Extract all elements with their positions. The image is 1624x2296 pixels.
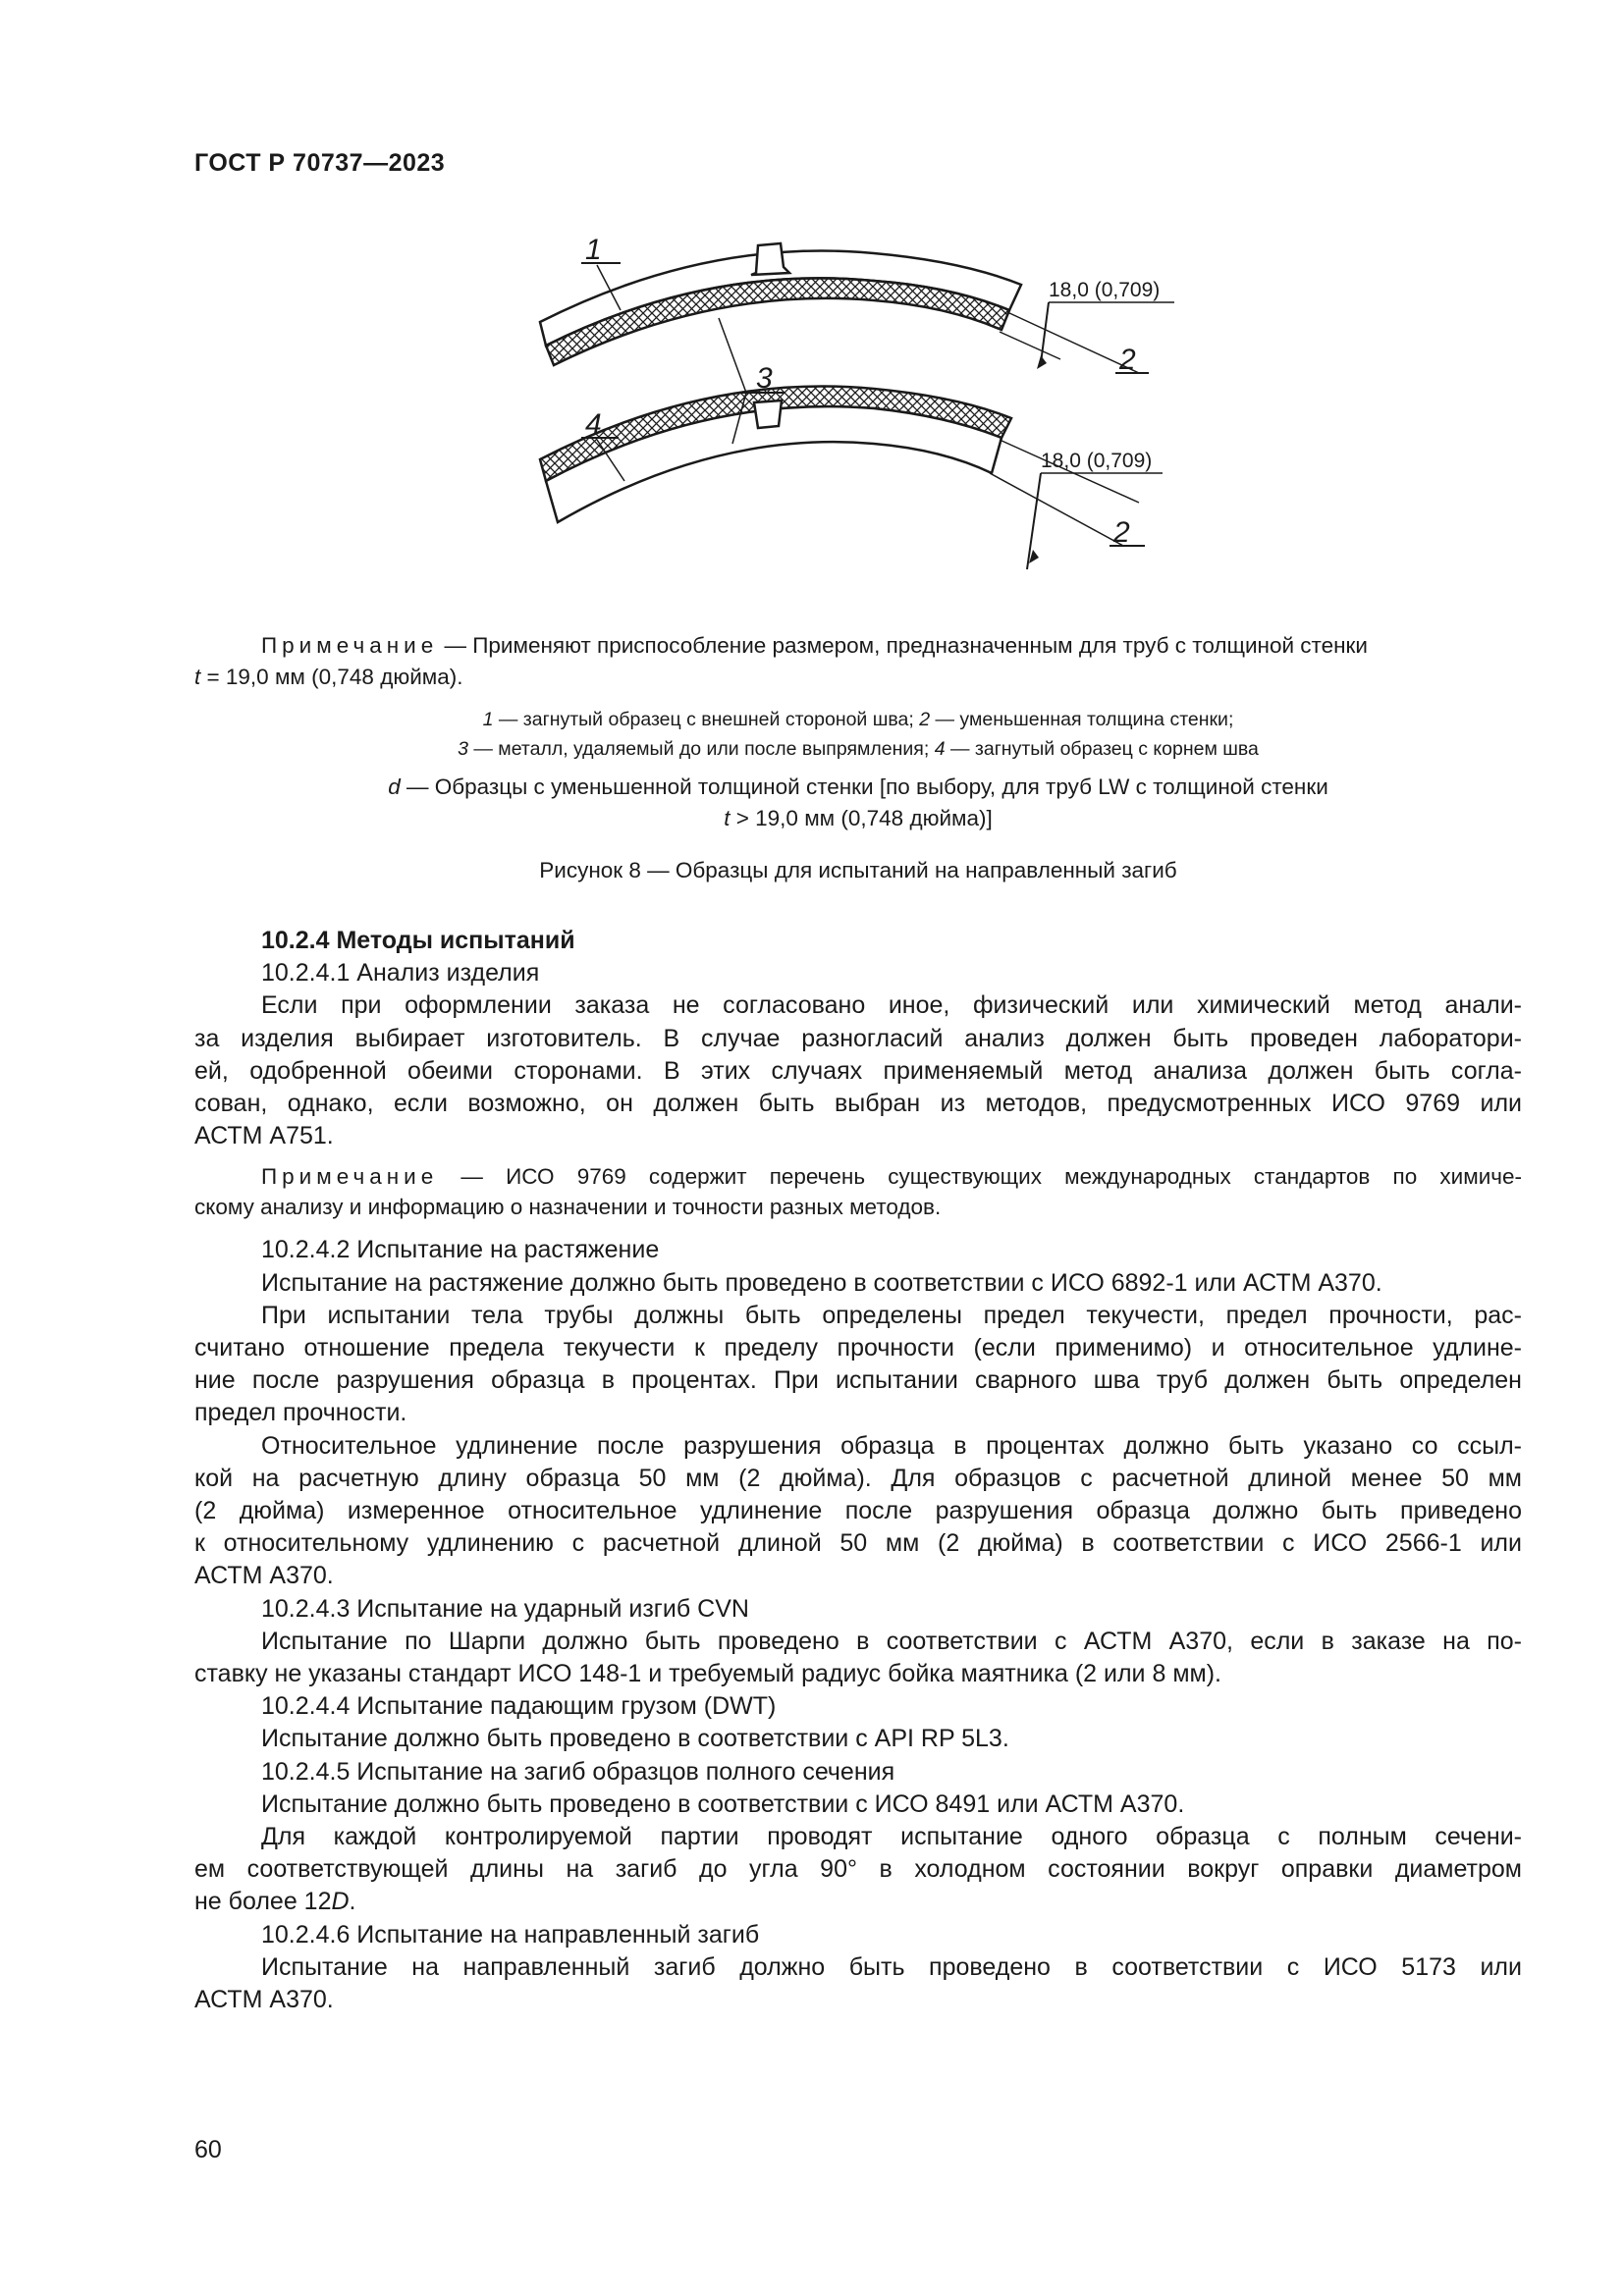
top-weld xyxy=(751,243,789,275)
section-title: 10.2.4 Методы испытаний xyxy=(261,927,575,954)
figure-bend-specimens xyxy=(511,216,1198,589)
subsection-title-1: 10.2.4.1 Анализ изделия xyxy=(261,959,540,988)
paragraph-guided-bend: Испытание на направленный загиб должно быть проведено в соответствии с ИСО 5173 или АСТМ А370. xyxy=(194,1952,1522,2014)
paragraph-dwt: Испытание должно быть проведено в соответствии с API RP 5L3. xyxy=(261,1725,1009,1753)
label-1: 1 xyxy=(585,234,602,266)
paragraph-tension-3: Относительное удлинение после разрушения образца в процентах должно быть указано со ссыл- кой на расчетную длину образца 50 мм (2 дюйма). Для образцов с расчетной длиной менее 50 мм (2 дюйма) измеренное относительное удлинение после разрушения образца должно быть приведено к относительному удлинению с расчетной длиной 50 мм (2 дюйма) в соответствии с ИСО 2566-1 или АСТМ А370. xyxy=(194,1431,1522,1590)
note-text: — Применяют приспособление размером, предназначенным для труб с толщиной стенки xyxy=(438,633,1368,658)
label-3: 3 xyxy=(756,362,773,395)
subsection-title-6: 10.2.4.6 Испытание на направленный загиб xyxy=(261,1920,760,1949)
label-2-top: 2 xyxy=(1119,344,1136,376)
subsection-title-5: 10.2.4.5 Испытание на загиб образцов полного сечения xyxy=(261,1757,895,1786)
label-2-bottom: 2 xyxy=(1113,516,1130,549)
dim-bottom: 18,0 (0,709) xyxy=(1041,450,1153,472)
paragraph-fullsection-2: Для каждой контролируемой партии проводят испытание одного образца с полным сечени- ем соответствующей длины на загиб до угла 90° в холодном состоянии вокруг оправки диаметром не более 12D. xyxy=(194,1823,1522,1916)
figure-caption: Рисунок 8 — Образцы для испытаний на направленный загиб xyxy=(539,858,1177,882)
note-line2: = 19,0 мм (0,748 дюйма). xyxy=(200,665,463,689)
figure-legend: 1 — загнутый образец с внешней стороной шва; 2 — уменьшенная толщина стенки; 3 — металл, удаляемый до или после выпрямления; 4 — загнутый образец с корнем шва xyxy=(458,709,1259,760)
note-prefix: Примечание xyxy=(261,633,439,658)
figure-drawing xyxy=(511,216,1198,589)
paragraph-tension-2: При испытании тела трубы должны быть определены предел текучести, предел прочности, рас- считано отношение предела текучести к пределу прочности (если применимо) и относительное удлине- ние после разрушения образца в процентах. При испытании сварного шва труб должен быть определен предел прочности. xyxy=(194,1301,1522,1427)
label-4: 4 xyxy=(585,408,602,441)
paragraph-analysis: Если при оформлении заказа не согласовано иное, физический или химический метод анали- за изделия выбирает изготовитель. В случае разногласий анализ должен быть проведен лаборатори- ей, одобренной обеими сторонами. В этих случаях применяемый метод анализа должен быть согла- сован, однако, если возможно, он должен быть выбран из методов, предусмотренных ИСО 9769 или АСТМ А751. xyxy=(194,991,1522,1150)
document-header: ГОСТ Р 70737—2023 xyxy=(194,149,446,177)
figure-subcaption: d — Образцы с уменьшенной толщиной стенки [по выбору, для труб LW с толщиной стенки t > 19,0 мм (0,748 дюйма)] xyxy=(388,774,1328,830)
figure-note xyxy=(194,630,1522,693)
analysis-note: Примечание — ИСО 9769 содержит перечень существующих международных стандартов по химиче- скому анализу и информацию о назначении и точности разных методов. xyxy=(194,1164,1522,1220)
bottom-weld xyxy=(754,400,782,428)
paragraph-fullsection-1: Испытание должно быть проведено в соответствии с ИСО 8491 или АСТМ А370. xyxy=(261,1789,1185,1818)
subsection-title-2: 10.2.4.2 Испытание на растяжение xyxy=(261,1236,660,1264)
subsection-title-4: 10.2.4.4 Испытание падающим грузом (DWT) xyxy=(261,1692,777,1721)
paragraph-tension-1: Испытание на растяжение должно быть проведено в соответствии с ИСО 6892-1 или АСТМ А370. xyxy=(261,1268,1382,1297)
subsection-title-3: 10.2.4.3 Испытание на ударный изгиб CVN xyxy=(261,1594,749,1623)
paragraph-charpy: Испытание по Шарпи должно быть проведено в соответствии с АСТМ А370, если в заказе на по- ставку не указаны стандарт ИСО 148-1 и требуемый радиус бойка маятника (2 или 8 мм). xyxy=(194,1627,1522,1688)
page-number: 60 xyxy=(194,2136,222,2163)
dim-top: 18,0 (0,709) xyxy=(1049,279,1161,301)
section-body xyxy=(194,925,1522,2016)
note-var-t: t xyxy=(194,665,201,689)
